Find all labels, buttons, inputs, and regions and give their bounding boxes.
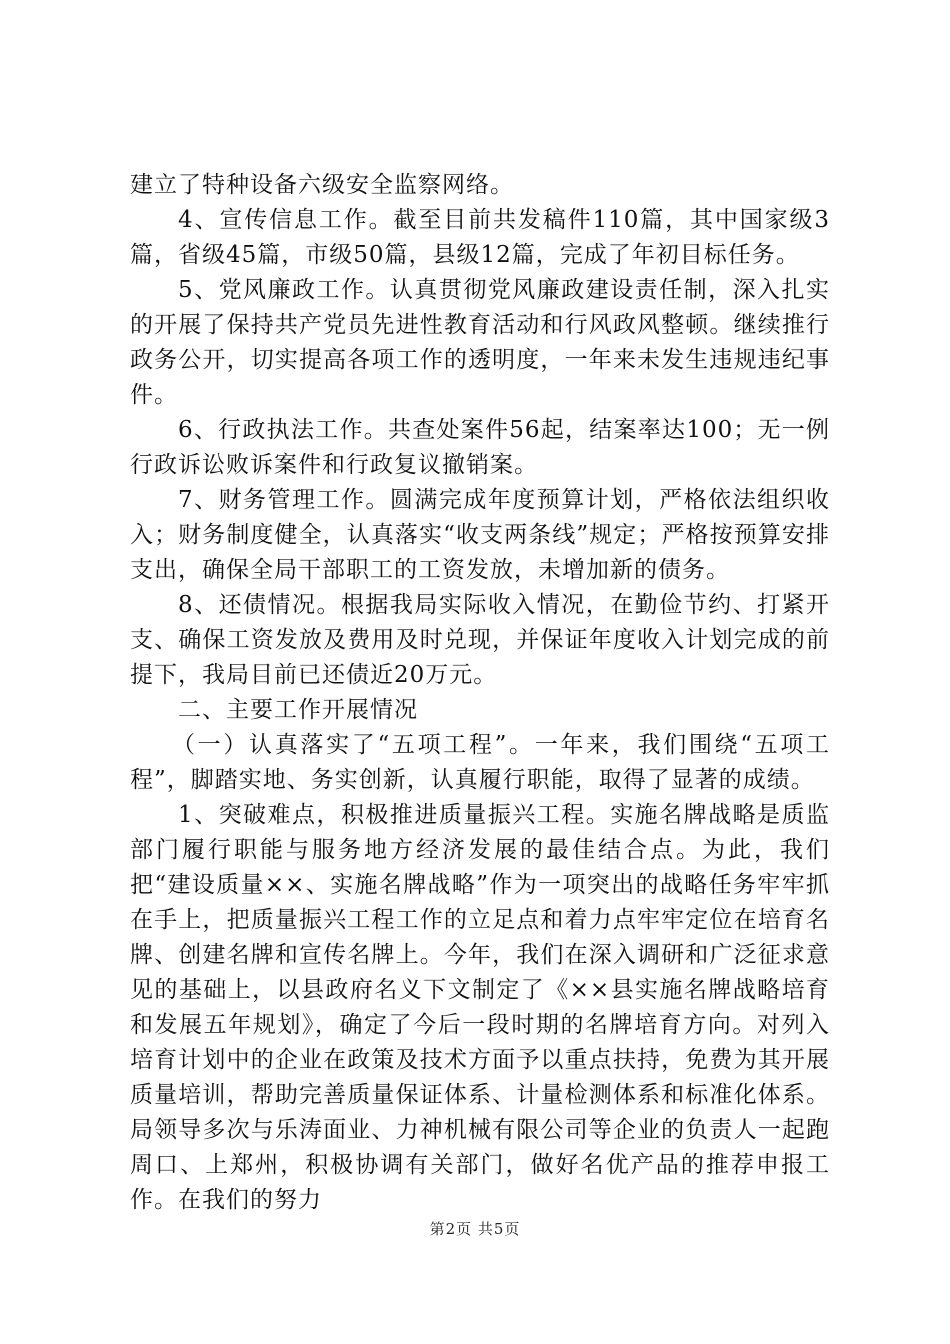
paragraph-item-7: 7、财务管理工作。圆满完成年度预算计划，严格依法组织收入；财务制度健全，认真落实“收支两条线”规定；严格按预算安排支出，确保全局干部职工的工资发放，未增加新的债务。: [130, 487, 830, 583]
paragraph-item-4: 4、宣传信息工作。截至目前共发稿件110篇，其中国家级3篇，省级45篇，市级50篇，县级12篇，完成了年初目标任务。: [130, 207, 830, 268]
paragraph-continuation: 建立了特种设备六级安全监察网络。: [130, 172, 514, 198]
paragraph-item-8: 8、还债情况。根据我局实际收入情况，在勤俭节约、打紧开支、确保工资发放及费用及时兑现，并保证年度收入计划完成的前提下，我局目前已还债近20万元。: [130, 592, 830, 688]
paragraph-item-5: 5、党风廉政工作。认真贯彻党风廉政建设责任制，深入扎实的开展了保持共产党员先进性教育活动和行风政风整顿。继续推行政务公开，切实提高各项工作的透明度，一年来未发生违规违纪事件。: [130, 277, 830, 408]
document-body: [130, 168, 830, 1218]
page-footer: 第2页 共5页: [429, 1220, 521, 1238]
subsection-heading: （一）认真落实了“五项工程”。一年来，我们围绕“五项工程”，脚踏实地、务实创新，认真履行职能，取得了显著的成绩。: [130, 732, 830, 793]
paragraph-quality-project: 1、突破难点，积极推进质量振兴工程。实施名牌战略是质监部门履行职能与服务地方经济发展的最佳结合点。为此，我们把“建设质量××、实施名牌战略”作为一项突出的战略任务牢牢抓在手上，把质量振兴工程工作的立足点和着力点牢牢定位在培育名牌、创建名牌和宣传名牌上。今年，我们在深入调研和广泛征求意见的基础上，以县政府名义下文制定了《××县实施名牌战略培育和发展五年规划》，确定了今后一段时期的名牌培育方向。对列入培育计划中的企业在政策及技术方面予以重点扶持，免费为其开展质量培训，帮助完善质量保证体系、计量检测体系和标准化体系。局领导多次与乐涛面业、力神机械有限公司等企业的负责人一起跑周口、上郑州，积极协调有关部门，做好名优产品的推荐申报工作。在我们的努力: [130, 802, 830, 1213]
paragraph-item-6: 6、行政执法工作。共查处案件56起，结案率达100；无一例行政诉讼败诉案件和行政复议撤销案。: [130, 417, 830, 478]
section-heading: 二、主要工作开展情况: [178, 697, 418, 723]
